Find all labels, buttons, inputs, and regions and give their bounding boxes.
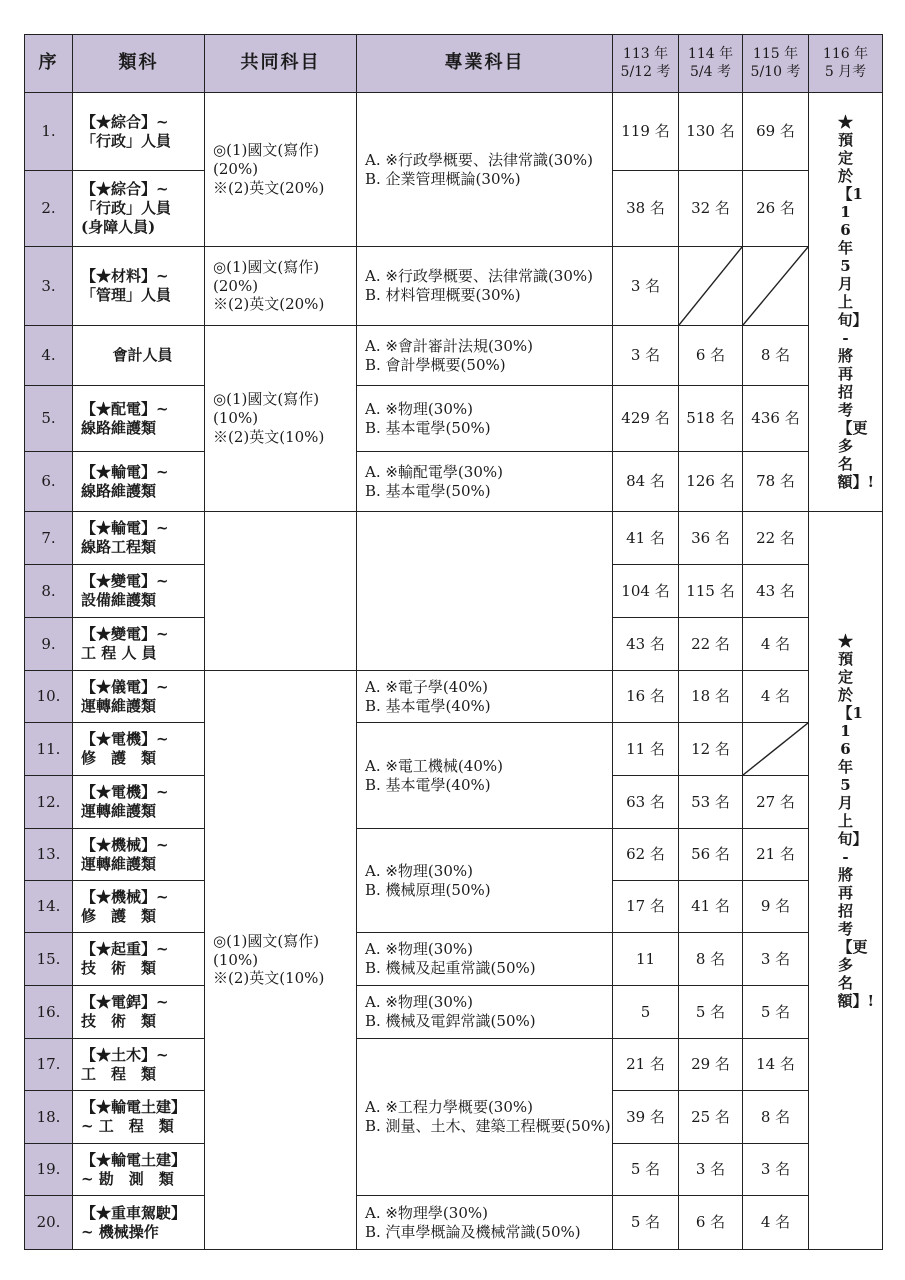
quota-y113: 38 名 [613,171,679,247]
quota-y114: 5 名 [679,986,743,1039]
quota-y115: 22 名 [743,512,809,565]
table-row [25,1196,883,1250]
quota-y114: 56 名 [679,829,743,881]
row-seq: 10. [25,671,73,723]
quota-y114: 18 名 [679,671,743,723]
professional-subjects-cell: A. ※物理(30%) B. 基本電學(50%) [357,386,613,452]
quota-y113: 21 名 [613,1039,679,1091]
header-seq: 序 [25,35,73,93]
header-professional-subjects: 專業科目 [357,35,613,93]
quota-y113: 43 名 [613,618,679,671]
row-category: 【★電機】~ 運轉維護類 [73,776,205,829]
quota-y115: 4 名 [743,618,809,671]
row-seq: 3. [25,247,73,326]
quota-y113: 17 名 [613,881,679,933]
diagonal-slash-icon [743,723,808,775]
table-row [25,452,883,512]
row-category: 【★變電】~ 設備維護類 [73,565,205,618]
row-category: 【★重車駕駛】 ~ 機械操作 [73,1196,205,1250]
recruit-note-upper [809,93,883,512]
quota-y113: 119 名 [613,93,679,171]
row-category: 【★輸電土建】 ~ 工 程 類 [73,1091,205,1144]
row-category: 【★輸電土建】 ~ 勘 測 類 [73,1144,205,1196]
quota-y115: 21 名 [743,829,809,881]
row-seq: 19. [25,1144,73,1196]
common-subjects-cell: ◎(1)國文(寫作) (10%) ※(2)英文(10%) [205,671,357,1250]
professional-subjects-cell: A. ※工程力學概要(30%) B. 測量、土木、建築工程概要(50%) [357,1039,613,1196]
row-seq: 9. [25,618,73,671]
row-category: 【★起重】~ 技 術 類 [73,933,205,986]
header-year-113: 113 年 5/12 考 [613,35,679,93]
professional-subjects-cell: A. ※物理(30%) B. 機械及起重常識(50%) [357,933,613,986]
professional-subjects-cell: A. ※輸配電學(30%) B. 基本電學(50%) [357,452,613,512]
professional-subjects-cell: A. ※物理(30%) B. 機械原理(50%) [357,829,613,933]
table-row [25,829,883,881]
table-row [25,671,883,723]
not-held-slash [743,723,809,776]
quota-y115: 78 名 [743,452,809,512]
not-held-slash [679,247,743,326]
professional-subjects-cell: A. ※電子學(40%) B. 基本電學(40%) [357,671,613,723]
table-row [25,386,883,452]
quota-y113: 62 名 [613,829,679,881]
quota-y114: 25 名 [679,1091,743,1144]
row-category: 【★儀電】~ 運轉維護類 [73,671,205,723]
quota-y115: 69 名 [743,93,809,171]
row-seq: 2. [25,171,73,247]
quota-y115: 26 名 [743,171,809,247]
row-category: 【★輸電】~ 線路工程類 [73,512,205,565]
professional-subjects-cell: A. ※會計審計法規(30%) B. 會計學概要(50%) [357,326,613,386]
quota-y114: 36 名 [679,512,743,565]
row-category: 會計人員 [73,326,205,386]
row-seq: 8. [25,565,73,618]
quota-y114: 6 名 [679,326,743,386]
table-row [25,93,883,171]
quota-y114: 12 名 [679,723,743,776]
row-seq: 5. [25,386,73,452]
quota-y113: 16 名 [613,671,679,723]
table-row [25,512,883,565]
quota-y114: 115 名 [679,565,743,618]
diagonal-slash-icon [743,247,808,325]
quota-y115: 3 名 [743,1144,809,1196]
common-subjects-empty [205,512,357,671]
row-category: 【★材料】~ 「管理」人員 [73,247,205,326]
recruit-note-text: ★預定於【116年5月上旬】-將再招考【更多名額】! [837,632,875,1010]
recruit-note-lower [809,512,883,1250]
diagonal-slash-icon [679,247,742,325]
quota-y114: 6 名 [679,1196,743,1250]
row-seq: 13. [25,829,73,881]
row-seq: 16. [25,986,73,1039]
row-category: 【★綜合】~ 「行政」人員 [73,93,205,171]
row-seq: 15. [25,933,73,986]
quota-y115: 4 名 [743,1196,809,1250]
quota-y113: 429 名 [613,386,679,452]
row-category: 【★電銲】~ 技 術 類 [73,986,205,1039]
quota-y114: 22 名 [679,618,743,671]
table-row [25,986,883,1039]
quota-y114: 41 名 [679,881,743,933]
common-subjects-cell: ◎(1)國文(寫作) (20%) ※(2)英文(20%) [205,247,357,326]
row-category: 【★機械】~ 運轉維護類 [73,829,205,881]
quota-y113: 84 名 [613,452,679,512]
table-row [25,723,883,776]
professional-subjects-cell: A. ※電工機械(40%) B. 基本電學(40%) [357,723,613,829]
quota-y113: 63 名 [613,776,679,829]
header-category: 類科 [73,35,205,93]
not-held-slash [743,247,809,326]
professional-subjects-cell: A. ※行政學概要、法律常識(30%) B. 材料管理概要(30%) [357,247,613,326]
quota-y113: 5 名 [613,1144,679,1196]
quota-y114: 29 名 [679,1039,743,1091]
quota-y113: 39 名 [613,1091,679,1144]
common-subjects-cell: ◎(1)國文(寫作) (10%) ※(2)英文(10%) [205,326,357,512]
quota-y115: 9 名 [743,881,809,933]
quota-y114: 130 名 [679,93,743,171]
recruit-note-text: ★預定於【116年5月上旬】-將再招考【更多名額】! [837,112,875,491]
row-seq: 12. [25,776,73,829]
row-seq: 6. [25,452,73,512]
row-seq: 4. [25,326,73,386]
table-row [25,247,883,326]
quota-y115: 14 名 [743,1039,809,1091]
row-category: 【★變電】~ 工 程 人 員 [73,618,205,671]
quota-y115: 27 名 [743,776,809,829]
quota-y114: 126 名 [679,452,743,512]
row-seq: 20. [25,1196,73,1250]
row-seq: 14. [25,881,73,933]
quota-y114: 32 名 [679,171,743,247]
header-year-116: 116 年 5 月考 [809,35,883,93]
quota-y114: 8 名 [679,933,743,986]
quota-y115: 3 名 [743,933,809,986]
quota-y113: 3 名 [613,247,679,326]
quota-y113: 3 名 [613,326,679,386]
quota-y113: 41 名 [613,512,679,565]
row-category: 【★電機】~ 修 護 類 [73,723,205,776]
quota-y113: 104 名 [613,565,679,618]
professional-subjects-cell: A. ※物理學(30%) B. 汽車學概論及機械常識(50%) [357,1196,613,1250]
row-seq: 17. [25,1039,73,1091]
quota-y114: 3 名 [679,1144,743,1196]
quota-y113: 5 [613,986,679,1039]
quota-y113: 11 [613,933,679,986]
row-seq: 7. [25,512,73,565]
row-seq: 1. [25,93,73,171]
header-row [25,35,883,93]
table-row [25,326,883,386]
quota-y115: 8 名 [743,1091,809,1144]
quota-y115: 8 名 [743,326,809,386]
professional-subjects-empty [357,512,613,671]
professional-subjects-cell: A. ※物理(30%) B. 機械及電銲常識(50%) [357,986,613,1039]
row-category: 【★機械】~ 修 護 類 [73,881,205,933]
row-category: 【★輸電】~ 線路維護類 [73,452,205,512]
common-subjects-cell: ◎(1)國文(寫作) (20%) ※(2)英文(20%) [205,93,357,247]
table-row [25,1039,883,1091]
quota-y113: 5 名 [613,1196,679,1250]
header-year-115: 115 年 5/10 考 [743,35,809,93]
quota-y114: 53 名 [679,776,743,829]
quota-y115: 436 名 [743,386,809,452]
quota-y114: 518 名 [679,386,743,452]
header-year-114: 114 年 5/4 考 [679,35,743,93]
quota-y115: 43 名 [743,565,809,618]
row-seq: 18. [25,1091,73,1144]
exam-quota-table [24,34,883,1250]
quota-y115: 4 名 [743,671,809,723]
quota-y115: 5 名 [743,986,809,1039]
row-category: 【★綜合】~ 「行政」人員 (身障人員) [73,171,205,247]
table-row [25,933,883,986]
header-common-subjects: 共同科目 [205,35,357,93]
row-seq: 11. [25,723,73,776]
row-category: 【★土木】~ 工 程 類 [73,1039,205,1091]
quota-y113: 11 名 [613,723,679,776]
row-category: 【★配電】~ 線路維護類 [73,386,205,452]
professional-subjects-cell: A. ※行政學概要、法律常識(30%) B. 企業管理概論(30%) [357,93,613,247]
